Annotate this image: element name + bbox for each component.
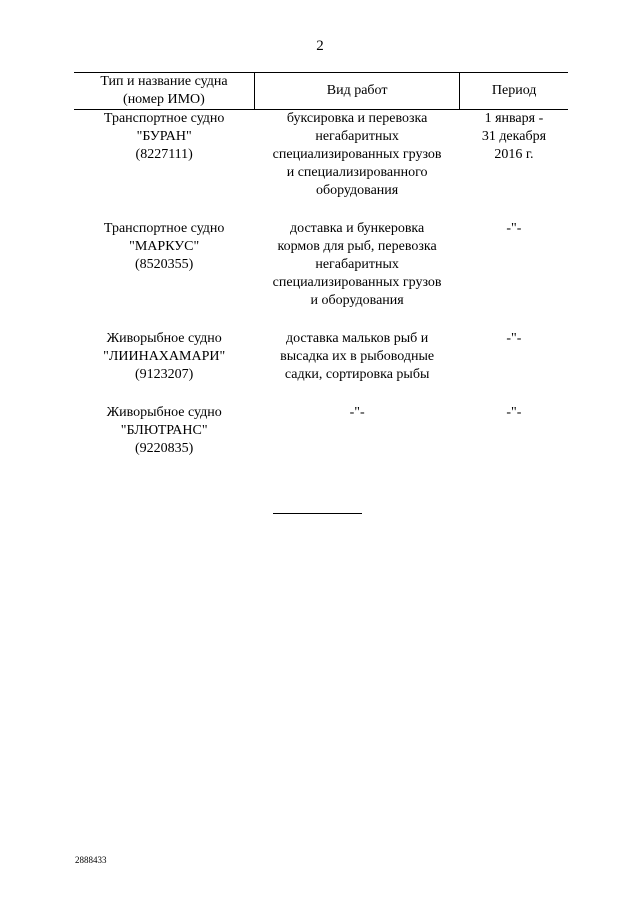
table-header-row: [74, 73, 568, 110]
period-line: -"-: [506, 331, 522, 346]
header-period: [460, 73, 568, 110]
work-line: специализированных грузов: [272, 147, 442, 162]
work-cell: [254, 110, 459, 221]
vessel-type: Транспортное судно: [103, 221, 225, 236]
vessel-imo: (9123207): [135, 367, 194, 382]
work-line: садки, сортировка рыбы: [284, 367, 430, 382]
work-cell: [254, 330, 459, 404]
vessel-name: "БЛЮТРАНС": [120, 423, 208, 438]
vessel-imo: (8227111): [135, 147, 193, 162]
table-row: [74, 220, 568, 330]
vessel-imo: (8520355): [135, 257, 194, 272]
period-line: 2016 г.: [494, 147, 534, 162]
period-cell: [460, 110, 568, 221]
vessel-type: Живорыбное судно: [106, 331, 222, 346]
work-cell: [254, 404, 459, 478]
work-line: доставка мальков рыб и: [285, 331, 429, 346]
period-line: 31 декабря: [481, 129, 547, 144]
period-line: -"-: [506, 221, 522, 236]
vessel-cell: [74, 404, 254, 478]
vessel-name: "ЛИИНАХАМАРИ": [103, 349, 226, 364]
table-row: [74, 404, 568, 478]
vessel-name: "БУРАН": [136, 129, 192, 144]
table-row: [74, 110, 568, 221]
vessel-cell: [74, 220, 254, 330]
work-line: специализированных грузов: [272, 275, 442, 290]
vessel-cell: [74, 330, 254, 404]
header-work-line-1: Вид работ: [326, 83, 388, 98]
header-vessel-line-1: Тип и название судна: [100, 74, 228, 89]
period-line: 1 января -: [484, 111, 544, 126]
table-row: [74, 330, 568, 404]
vessel-name: "МАРКУС": [129, 239, 200, 254]
vessel-imo: (9220835): [135, 441, 194, 456]
work-line: доставка и бункеровка: [289, 221, 425, 236]
end-of-table-rule: [273, 513, 362, 514]
vessel-type: Живорыбное судно: [106, 405, 222, 420]
page-number: 2: [316, 38, 324, 54]
vessel-table: [74, 72, 568, 478]
work-line: и оборудования: [310, 293, 404, 308]
work-line: кормов для рыб, перевозка: [277, 239, 437, 254]
vessel-cell: [74, 110, 254, 221]
header-work: [254, 73, 459, 110]
header-vessel-line-2: (номер ИМО): [123, 92, 205, 107]
work-line: буксировка и перевозка: [286, 111, 428, 126]
work-line: и специализированного: [286, 165, 428, 180]
work-line: оборудования: [315, 183, 399, 198]
header-vessel: [74, 73, 254, 110]
period-line: -"-: [506, 405, 522, 420]
work-line: негабаритных: [315, 129, 399, 144]
work-cell: [254, 220, 459, 330]
period-cell: [460, 330, 568, 404]
work-line: негабаритных: [315, 257, 399, 272]
document-code: 2888433: [75, 855, 107, 865]
work-line: -"-: [349, 405, 365, 420]
period-cell: [460, 404, 568, 478]
vessel-type: Транспортное судно: [103, 111, 225, 126]
work-line: высадка их в рыбоводные: [280, 349, 435, 364]
header-period-line-1: Период: [491, 83, 537, 98]
period-cell: [460, 220, 568, 330]
